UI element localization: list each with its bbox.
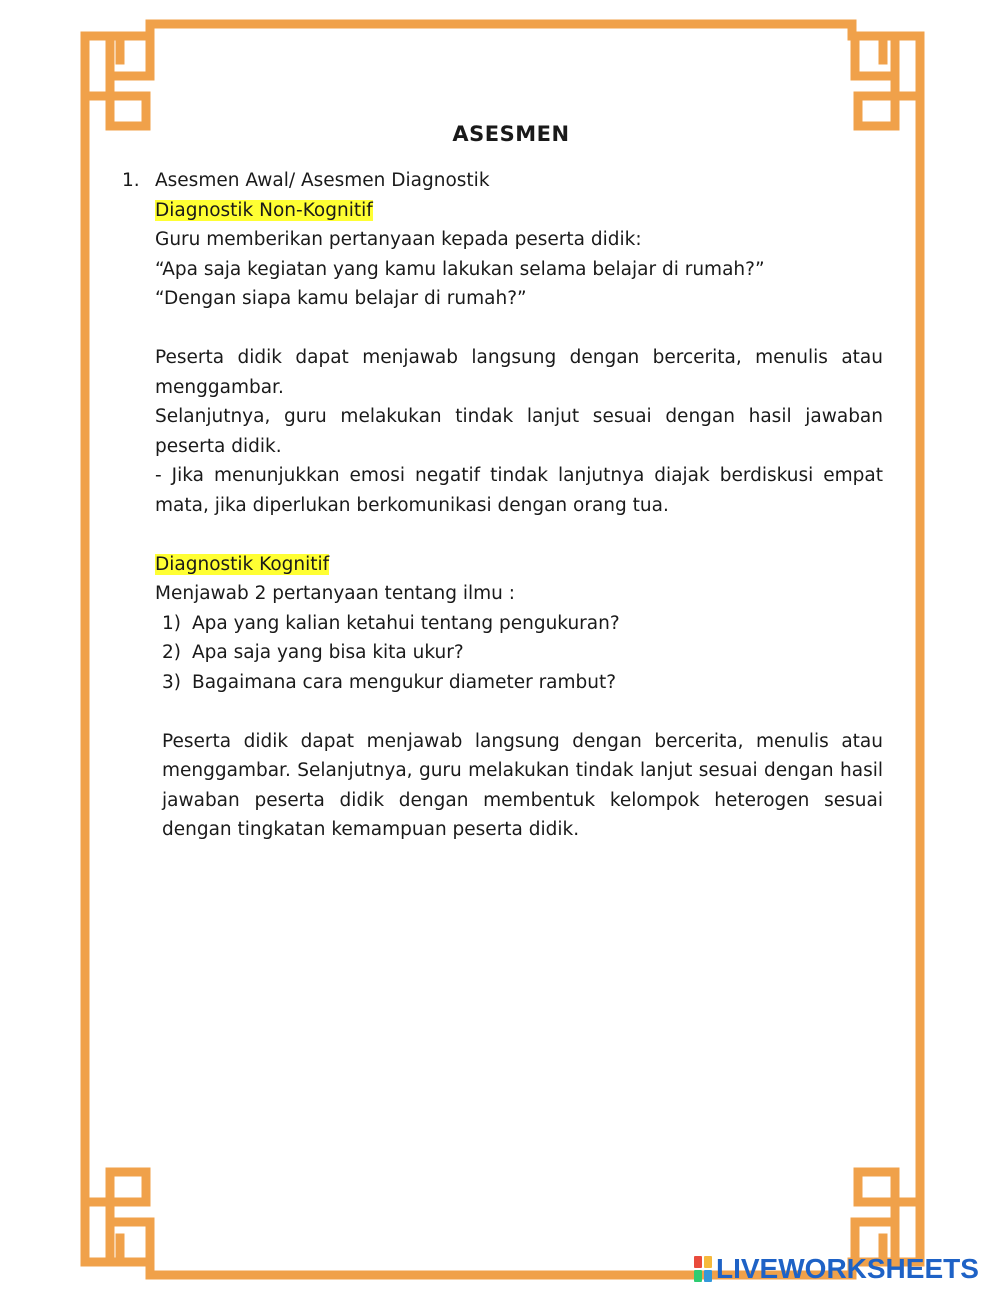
page-title: ASESMEN [452,122,570,146]
cognitive-closing-paragraph: Peserta didik dapat menjawab langsung dengan bercerita, menulis atau menggambar. Selanjutnya, guru melakukan tindak lanjut sesuai dengan hasil jawaban peserta didik dengan membentuk kelompok heterogen sesuai dengan tingkatan kemampuan peserta didik. [162,730,883,840]
list-item: 3) Bagaimana cara mengukur diameter rambut? [162,671,617,693]
non-cognitive-paragraph-1: Peserta didik dapat menjawab langsung dengan bercerita, menulis atau menggambar. [155,347,883,398]
logo-mark-icon [694,1256,712,1282]
question-quote-2: “Dengan siapa kamu belajar di rumah?” [155,288,527,309]
list-item: 2) Apa saja yang bisa kita ukur? [162,642,464,663]
section-number: 1. [122,170,140,191]
cognitive-label: Diagnostik Kognitif [155,553,330,575]
list-item: 1) Apa yang kalian ketahui tentang pengukuran? [162,612,620,634]
non-cognitive-paragraph-3: - Jika menunjukkan emosi negatif tindak lanjutnya diajak berdiskusi empat mata, jika diperlukan berkomunikasi dengan orang tua. [155,465,883,516]
non-cognitive-paragraph-2: Selanjutnya, guru melakukan tindak lanjut sesuai dengan hasil jawaban peserta didik. [155,406,883,457]
document-body [122,166,883,845]
question-quote-1: “Apa saja kegiatan yang kamu lakukan selama belajar di rumah?” [155,258,765,280]
cognitive-intro: Menjawab 2 pertanyaan tentang ilmu : [155,583,516,604]
section-heading: Asesmen Awal/ Asesmen Diagnostik [155,170,490,191]
non-cognitive-label: Diagnostik Non-Kognitif [155,199,373,221]
liveworksheets-logo [694,1253,979,1285]
cognitive-question-list [155,609,883,698]
non-cognitive-intro: Guru memberikan pertanyaan kepada peserta didik: [155,229,642,250]
logo-text: LIVEWORKSHEETS [716,1253,979,1284]
